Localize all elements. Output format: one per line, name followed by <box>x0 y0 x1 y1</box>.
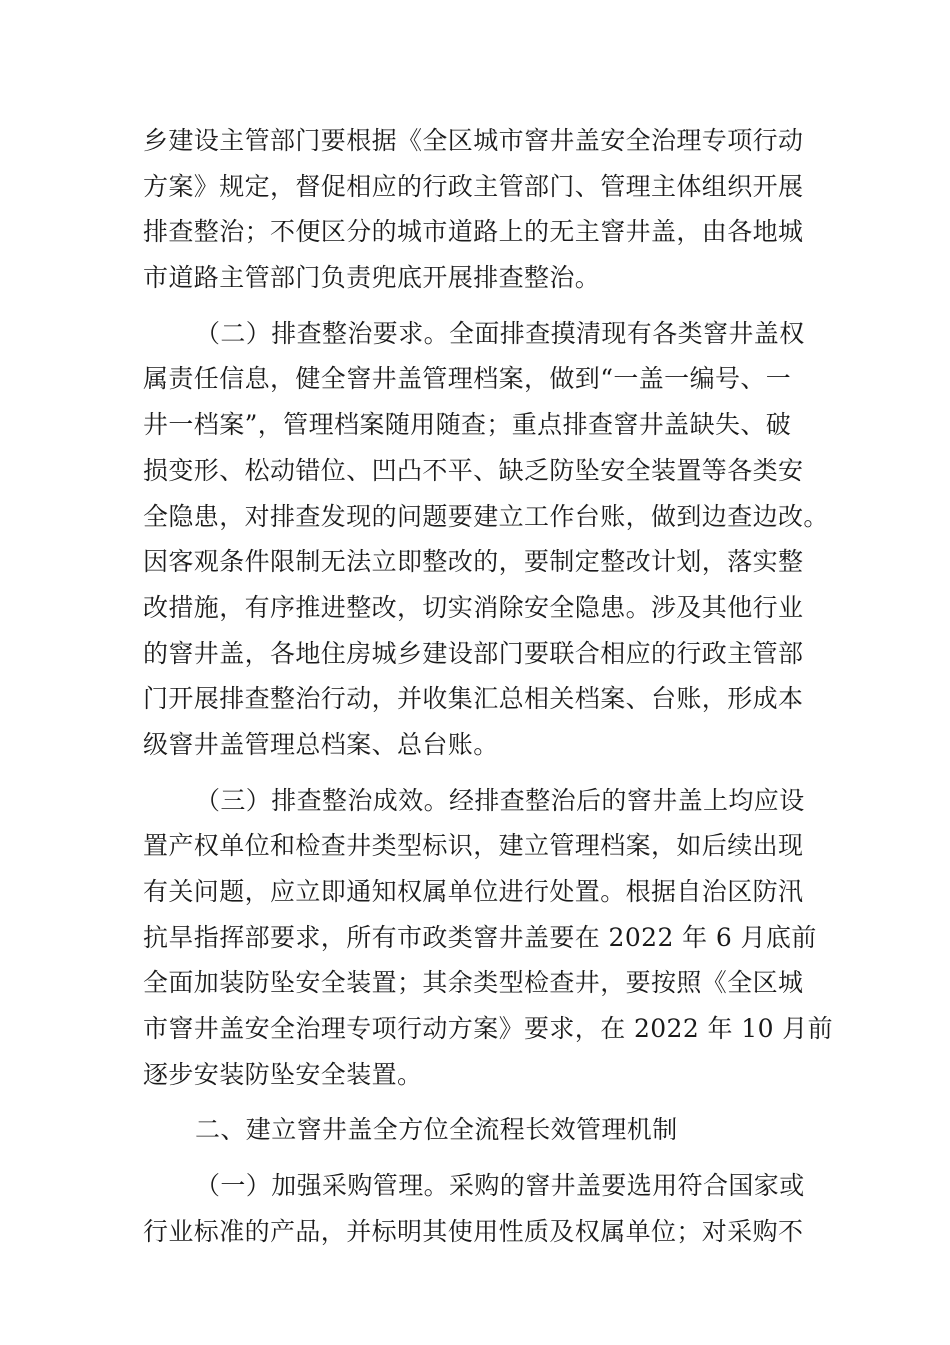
text-line: 排查整治；不便区分的城市道路上的无主窨井盖，由各地城 <box>143 217 804 247</box>
text-line: （二）排查整治要求。全面排查摸清现有各类窨井盖权 <box>195 318 805 348</box>
text-line: 全隐患，对排查发现的问题要建立工作台账，做到边查边改。 <box>143 501 829 531</box>
text-line: 的窨井盖，各地住房城乡建设部门要联合相应的行政主管部 <box>143 638 804 668</box>
text-line: 因客观条件限制无法立即整改的，要制定整改计划，落实整 <box>143 547 804 577</box>
text-line: 市道路主管部门负责兜底开展排查整治。 <box>143 263 601 293</box>
text-line: 有关问题，应立即通知权属单位进行处置。根据自治区防汛 <box>143 877 804 906</box>
text-line: 乡建设主管部门要根据《全区城市窨井盖安全治理专项行动 <box>143 126 804 155</box>
text-line: 行业标准的产品，并标明其使用性质及权属单位；对采购不 <box>143 1216 804 1246</box>
paragraph-1 <box>143 118 811 301</box>
text-line: 属责任信息，健全窨井盖管理档案，做到“一盖一编号、一 <box>143 364 792 394</box>
heading-line: 二、建立窨井盖全方位全流程长效管理机制 <box>195 1115 678 1145</box>
paragraph-2 <box>143 311 829 768</box>
text-line: 井一档案”，管理档案随用随查；重点排查窨井盖缺失、破 <box>143 410 792 440</box>
text-line: 市窨井盖安全治理专项行动方案》要求，在 2022 年 10 月前 <box>143 1014 834 1044</box>
text-line: 全面加装防坠安全装置；其余类型检查井，要按照《全区城 <box>143 968 804 998</box>
text-line: （三）排查整治成效。经排查整治后的窨井盖上均应设 <box>195 785 805 815</box>
text-line: 逐步安装防坠安全装置。 <box>143 1059 423 1089</box>
text-line: 级窨井盖管理总档案、总台账。 <box>143 729 499 759</box>
paragraph-5 <box>143 1163 811 1254</box>
document-body <box>143 118 834 1255</box>
text-line: 改措施，有序推进整改，切实消除安全隐患。涉及其他行业 <box>143 592 804 622</box>
text-line: 门开展排查整治行动，并收集汇总相关档案、台账，形成本 <box>143 684 804 714</box>
section-heading <box>143 1107 811 1153</box>
text-line: （一）加强采购管理。采购的窨井盖要选用符合国家或 <box>195 1171 805 1201</box>
text-line: 方案》规定，督促相应的行政主管部门、管理主体组织开展 <box>143 171 804 201</box>
text-line: 损变形、松动错位、凹凸不平、缺乏防坠安全装置等各类安 <box>143 455 804 485</box>
text-line: 抗旱指挥部要求，所有市政类窨井盖要在 2022 年 6 月底前 <box>143 922 817 952</box>
text-line: 置产权单位和检查井类型标识，建立管理档案，如后续出现 <box>143 831 804 861</box>
paragraph-3 <box>143 778 834 1098</box>
